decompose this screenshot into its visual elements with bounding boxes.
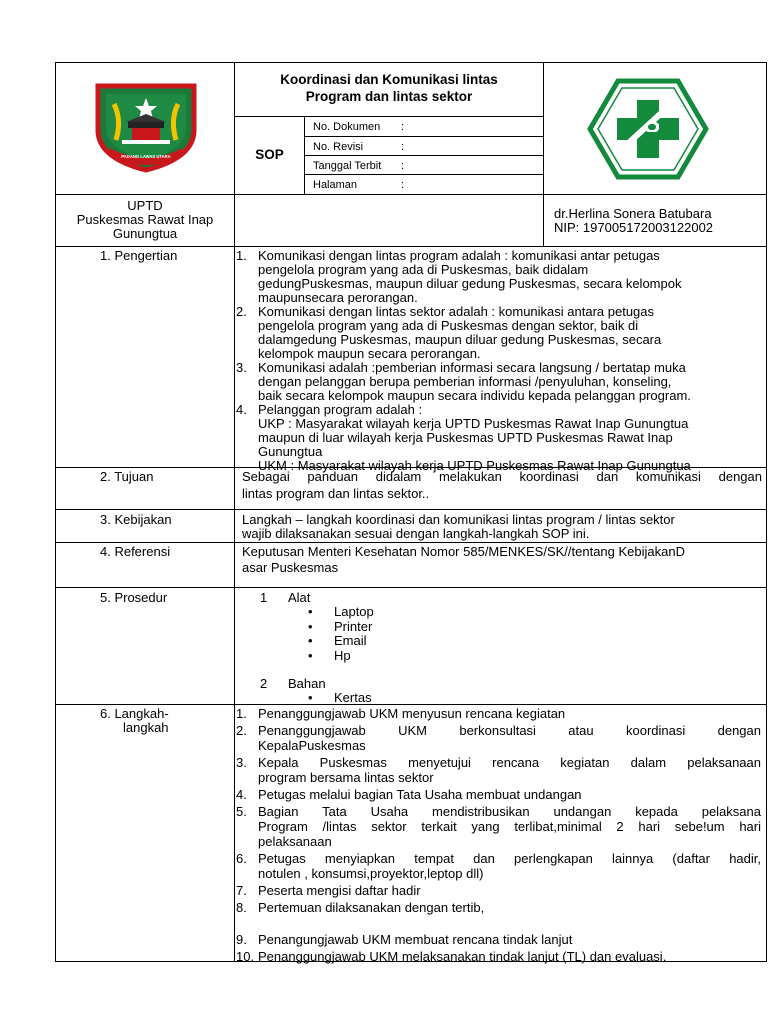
section-label-kebijakan: 3. Kebijakan (100, 512, 172, 527)
meta-row-line (304, 155, 544, 156)
org-name-line1: UPTD (127, 198, 163, 213)
regency-emblem-logo (92, 78, 200, 174)
bahan-label: Bahan (288, 676, 326, 691)
list-item: 9. Penangungjawab UKM membuat rencana tindak lanjut (236, 932, 573, 947)
row-line (55, 704, 767, 705)
meta-separator: : (401, 160, 405, 172)
meta-label: No. Revisi (313, 141, 364, 153)
puskesmas-logo (587, 78, 709, 180)
list-item: • Email (334, 634, 374, 649)
meta-row-line (304, 174, 544, 175)
emblem-banner-text: PADANG LAWAS UTARA (121, 154, 171, 159)
sop-label: SOP (255, 147, 284, 162)
alat-label: Alat (288, 590, 311, 605)
pengertian-list (236, 249, 764, 473)
list-item: • Laptop (334, 605, 374, 620)
list-item: 2. Penanggungjawab UKM berkonsultasi atau koordinasi dengan KepalaPuskesmas (236, 723, 761, 753)
section-label-pengertian: 1. Pengertian (100, 248, 178, 263)
section-label-referensi: 4. Referensi (100, 544, 171, 559)
list-item: 7. Peserta mengisi daftar hadir (236, 883, 421, 898)
list-item: 3. Kepala Puskesmas menyetujui rencana kegiatan dalam pelaksanaan program bersama lintas sektor (236, 755, 761, 785)
org-name-line2: Puskesmas Rawat Inap (76, 212, 214, 227)
list-item: 8. Pertemuan dilaksanakan dengan tertib, (236, 900, 485, 915)
section-label-tujuan: 2. Tujuan (100, 469, 154, 484)
list-item: 10. Penanggungjawab UKM melaksanakan tindak lanjut (TL) dan evaluasi. (236, 949, 667, 964)
head-name: dr.Herlina Sonera Batubara (554, 206, 712, 221)
header-divider-right (543, 62, 544, 246)
row-line (55, 509, 767, 510)
org-name-line3: Gunungtua (112, 226, 178, 241)
tujuan-text-line1: Sebagai panduan didalam melakukan koordinasi dan komunikasi dengan (242, 469, 762, 484)
list-item: 4. Petugas melalui bagian Tata Usaha membuat undangan (236, 787, 582, 802)
list-item: • Kertas (334, 691, 372, 706)
meta-row-line (304, 136, 544, 137)
alat-number: 1 (260, 590, 268, 605)
list-item: 4. Pelanggan program adalah : UKP : Masyarakat wilayah kerja UPTD Puskesmas Rawat Inap Gunungtua maupun di luar wilayah kerja Puskesmas UPTD Puskesmas Rawat Inap Gunungtua UKM : Masyarakat wilayah kerja UPTD Puskesmas Rawat Inap Gunungtua (236, 402, 691, 473)
meta-label: Halaman (313, 179, 358, 191)
title-divider (234, 116, 544, 117)
meta-separator: : (401, 179, 405, 191)
referensi-text-line2: asar Puskesmas (242, 560, 339, 575)
section-label-langkah: 6. Langkah- (100, 706, 169, 721)
list-item: 3. Komunikasi adalah :pemberian informasi secara langsung / bertatap muka dengan pelanggan berupa pemberian informasi /penyuluhan, konseling, baik secara kelompok maupun secara individu kepada pelanggan program. (236, 360, 691, 403)
body-column-divider (234, 246, 235, 962)
header-bottom-line (55, 246, 767, 247)
section-label-prosedur: 5. Prosedur (100, 590, 168, 605)
table-border-left (55, 62, 56, 962)
row-line (55, 587, 767, 588)
table-border-top (55, 62, 767, 63)
kebijakan-text-line2: wajib dilaksanakan sesuai dengan langkah-langkah SOP ini. (242, 526, 590, 541)
tujuan-text-line2: lintas program dan lintas sektor.. (242, 486, 430, 501)
list-item: • Hp (334, 649, 374, 664)
head-nip: NIP: 197005172003122002 (554, 220, 714, 235)
bahan-number: 2 (260, 676, 268, 691)
document-title-line1: Koordinasi dan Komunikasi lintas (280, 72, 498, 87)
meta-separator: : (401, 141, 405, 153)
meta-separator: : (401, 121, 405, 133)
section-label-langkah-2: langkah (123, 720, 169, 735)
referensi-text-line1: Keputusan Menteri Kesehatan Nomor 585/MENKES/SK//tentang KebijakanD (242, 544, 685, 559)
row-line (55, 542, 767, 543)
list-item: 1. Penanggungjawab UKM menyusun rencana kegiatan (236, 706, 566, 721)
list-item: 1. Komunikasi dengan lintas program adalah : komunikasi antar petugas pengelola program yang ada di Puskesmas, baik didalam gedungPuskesmas, maupun diluar gedung Puskesmas, secara kelompok maupunsecara perorangan. (236, 248, 682, 305)
meta-label: No. Dokumen (313, 121, 381, 133)
bahan-list (334, 691, 372, 706)
kebijakan-text-line1: Langkah – langkah koordinasi dan komunikasi lintas program / lintas sektor (242, 512, 675, 527)
list-item: 6. Petugas menyiapkan tempat dan perlengkapan lainnya (daftar hadir, notulen , konsumsi,proyektor,leptop dll) (236, 851, 761, 881)
list-item: 2. Komunikasi dengan lintas sektor adalah : komunikasi antara petugas pengelola program yang ada di Puskesmas dengan sektor, baik di dalamgedung Puskesmas, maupun diluar gedung Puskesmas, secara kelompok maupun secara perorangan. (236, 304, 662, 361)
document-title-line2: Program dan lintas sektor (305, 89, 473, 104)
table-border-right (766, 62, 767, 962)
list-item: • Printer (334, 620, 374, 635)
langkah-list (236, 706, 761, 964)
list-item: 5. Bagian Tata Usaha mendistribusikan undangan kepada pelaksana Program /lintas sektor terkait yang terlibat,minimal 2 hari sebe!um hari pelaksanaan (236, 804, 761, 849)
header-row-line (55, 194, 767, 195)
meta-label: Tanggal Terbit (313, 160, 382, 172)
alat-list (334, 605, 374, 663)
